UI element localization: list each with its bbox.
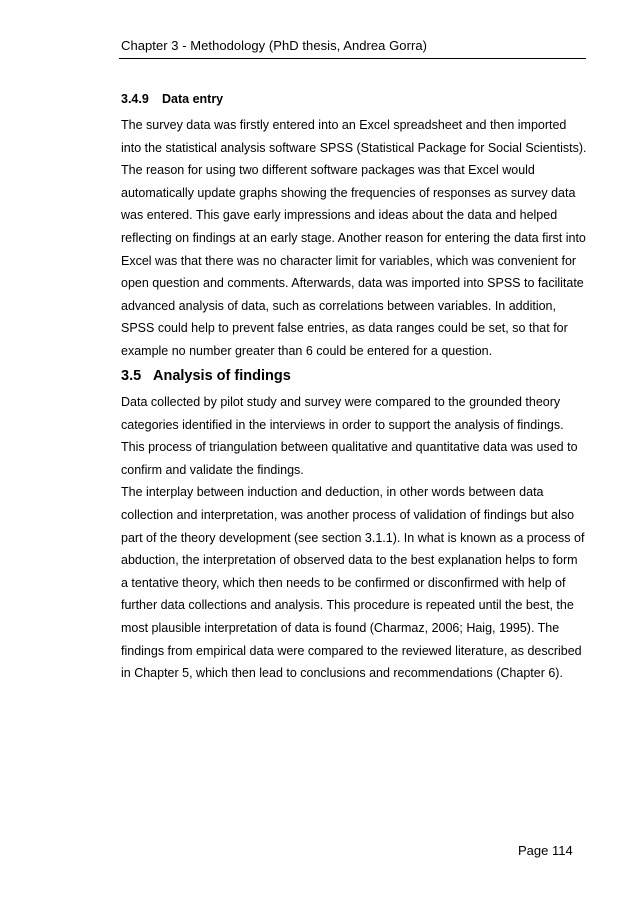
text-line: confirm and validate the findings. <box>121 462 304 477</box>
analysis-paragraph <box>121 391 591 685</box>
text-line: most plausible interpretation of data is found (Charmaz, 2006; Haig, 1995). The <box>121 620 560 635</box>
text-line: findings from empirical data were compared to the reviewed literature, as described <box>121 643 582 658</box>
text-line: a tentative theory, which then needs to be confirmed or disconfirmed with help of <box>121 575 566 590</box>
text-line: reflecting on findings at an early stage. Another reason for entering the data first into <box>121 230 586 245</box>
text-line: SPSS could help to prevent false entries, as data ranges could be set, so that for <box>121 321 568 336</box>
text-line: Excel was that there was no character limit for variables, which was convenient for <box>121 253 577 268</box>
running-header: Chapter 3 - Methodology (PhD thesis, Andrea Gorra) <box>121 38 427 53</box>
text-line: This process of triangulation between qualitative and quantitative data was used to <box>121 440 578 455</box>
text-line: open question and comments. Afterwards, data was imported into SPSS to facilitate <box>121 276 584 291</box>
text-line: was entered. This gave early impressions and ideas about the data and helped <box>121 208 558 223</box>
section-title: Analysis of findings <box>153 368 291 384</box>
section-heading <box>121 368 291 384</box>
text-line: into the statistical analysis software SPSS (Statistical Package for Social Scientists). <box>121 140 587 155</box>
text-line: in Chapter 5, which then lead to conclusions and recommendations (Chapter 6). <box>121 666 563 681</box>
text-line: The interplay between induction and deduction, in other words between data <box>121 485 544 500</box>
data-entry-paragraph <box>121 114 591 363</box>
text-line: advanced analysis of data, such as correlations between variables. In addition, <box>121 298 556 313</box>
text-line: part of the theory development (see section 3.1.1). In what is known as a process of <box>121 530 585 545</box>
page-number: Page 114 <box>518 843 573 858</box>
text-line: The survey data was firstly entered into an Excel spreadsheet and then imported <box>121 118 567 132</box>
subsection-number: 3.4.9 <box>121 92 149 106</box>
section-number: 3.5 <box>121 368 142 384</box>
subsection-title: Data entry <box>162 92 224 106</box>
text-line: automatically update graphs showing the frequencies of responses as survey data <box>121 185 576 200</box>
text-line: collection and interpretation, was another process of validation of findings but also <box>121 507 575 522</box>
header-rule <box>119 58 586 59</box>
text-line: abduction, the interpretation of observed data to the best explanation helps to form <box>121 553 578 568</box>
text-line: Data collected by pilot study and survey were compared to the grounded theory <box>121 395 561 409</box>
text-line: categories identified in the interviews in order to support the analysis of findings. <box>121 417 564 432</box>
subsection-heading <box>121 92 223 106</box>
text-line: example no number greater than 6 could be entered for a question. <box>121 343 493 358</box>
text-line: The reason for using two different software packages was that Excel would <box>121 163 535 178</box>
text-line: further data collections and analysis. This procedure is repeated until the best, the <box>121 598 574 613</box>
